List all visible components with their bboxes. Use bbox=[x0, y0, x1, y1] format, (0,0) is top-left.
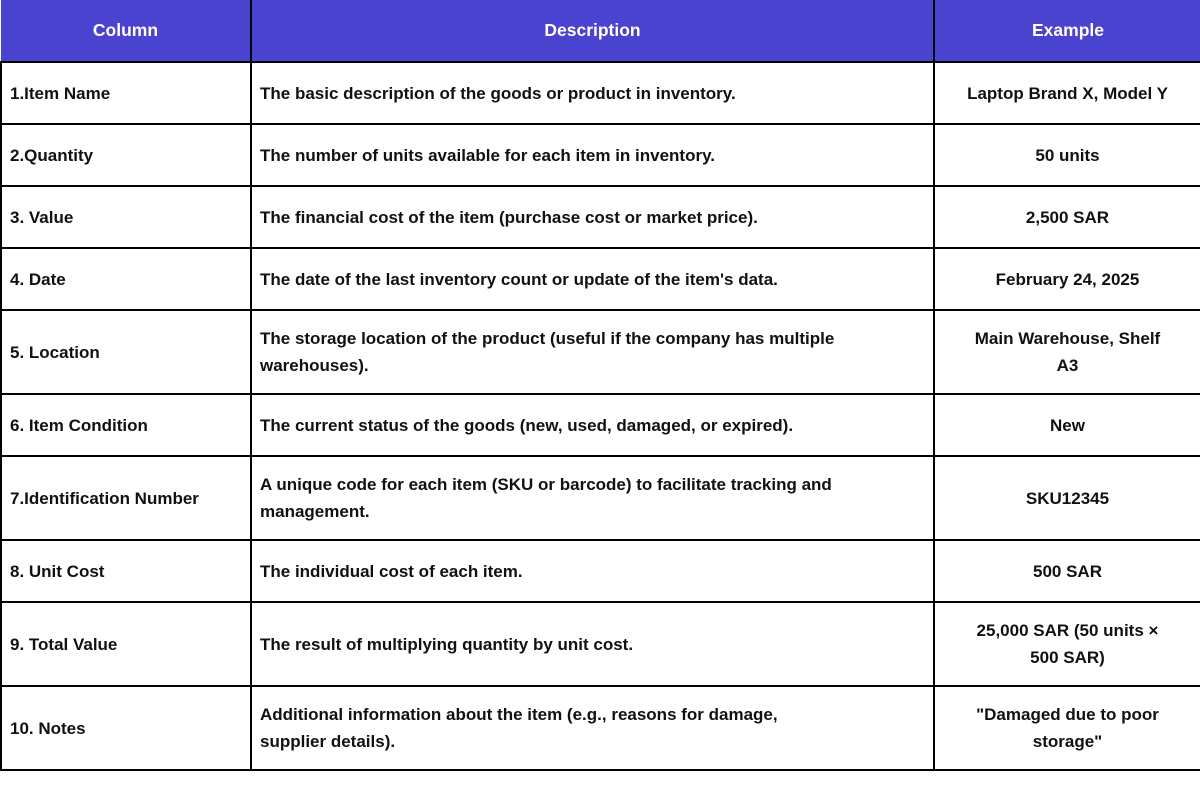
cell-description bbox=[251, 186, 934, 248]
description-text: The financial cost of the item (purchase cost or market price). bbox=[260, 207, 758, 227]
cell-example bbox=[934, 62, 1200, 124]
description-text: The storage location of the product (useful if the company has multiple warehouses). bbox=[260, 329, 835, 375]
example-text: 50 units bbox=[1035, 145, 1100, 165]
cell-example bbox=[934, 686, 1200, 770]
header-description: Description bbox=[251, 0, 934, 62]
cell-description bbox=[251, 686, 934, 770]
cell-description bbox=[251, 248, 934, 310]
table-row-location bbox=[1, 310, 1200, 394]
header-column: Column bbox=[1, 0, 251, 62]
cell-column-name: 1.Item Name bbox=[1, 62, 251, 124]
example-text: Laptop Brand X, Model Y bbox=[967, 83, 1168, 103]
table-row-identification-number bbox=[1, 456, 1200, 540]
table-row-item-condition bbox=[1, 394, 1200, 456]
table-row-unit-cost bbox=[1, 540, 1200, 602]
description-text: The current status of the goods (new, used, damaged, or expired). bbox=[260, 415, 794, 435]
cell-column-name: 2.Quantity bbox=[1, 124, 251, 186]
cell-example bbox=[934, 310, 1200, 394]
cell-example bbox=[934, 540, 1200, 602]
table-row-total-value bbox=[1, 602, 1200, 686]
cell-description bbox=[251, 124, 934, 186]
cell-column-name: 4. Date bbox=[1, 248, 251, 310]
example-text: February 24, 2025 bbox=[995, 269, 1140, 289]
example-text: 25,000 SAR (50 units × 500 SAR) bbox=[976, 621, 1159, 667]
table-row-item-name bbox=[1, 62, 1200, 124]
cell-column-name: 6. Item Condition bbox=[1, 394, 251, 456]
cell-description bbox=[251, 540, 934, 602]
description-text: The result of multiplying quantity by unit cost. bbox=[260, 634, 634, 654]
cell-column-name: 5. Location bbox=[1, 310, 251, 394]
header-row bbox=[1, 0, 1200, 62]
cell-example bbox=[934, 186, 1200, 248]
cell-description bbox=[251, 310, 934, 394]
cell-description bbox=[251, 456, 934, 540]
cell-example bbox=[934, 602, 1200, 686]
cell-example bbox=[934, 248, 1200, 310]
cell-description bbox=[251, 62, 934, 124]
cell-example bbox=[934, 394, 1200, 456]
cell-column-name: 7.Identification Number bbox=[1, 456, 251, 540]
cell-description bbox=[251, 394, 934, 456]
example-text: New bbox=[1050, 415, 1085, 435]
example-text: SKU12345 bbox=[1025, 488, 1110, 508]
example-text: 2,500 SAR bbox=[1025, 207, 1110, 227]
cell-example bbox=[934, 456, 1200, 540]
example-text: Main Warehouse, Shelf A3 bbox=[974, 329, 1161, 375]
example-text: 500 SAR bbox=[1033, 561, 1102, 581]
cell-column-name: 9. Total Value bbox=[1, 602, 251, 686]
description-text: The date of the last inventory count or update of the item's data. bbox=[260, 269, 778, 289]
description-text: The individual cost of each item. bbox=[260, 561, 523, 581]
table-row-quantity bbox=[1, 124, 1200, 186]
table-row-value bbox=[1, 186, 1200, 248]
cell-column-name: 10. Notes bbox=[1, 686, 251, 770]
description-text: A unique code for each item (SKU or barcode) to facilitate tracking and management. bbox=[260, 475, 832, 521]
table-row-date bbox=[1, 248, 1200, 310]
cell-example bbox=[934, 124, 1200, 186]
cell-column-name: 3. Value bbox=[1, 186, 251, 248]
table-row-notes bbox=[1, 686, 1200, 770]
description-text: The number of units available for each item in inventory. bbox=[260, 145, 715, 165]
cell-description bbox=[251, 602, 934, 686]
header-example: Example bbox=[934, 0, 1200, 62]
description-text: Additional information about the item (e.g., reasons for damage, supplier details). bbox=[260, 705, 778, 751]
cell-column-name: 8. Unit Cost bbox=[1, 540, 251, 602]
example-text: "Damaged due to poor storage" bbox=[976, 705, 1159, 751]
description-text: The basic description of the goods or product in inventory. bbox=[260, 83, 736, 103]
